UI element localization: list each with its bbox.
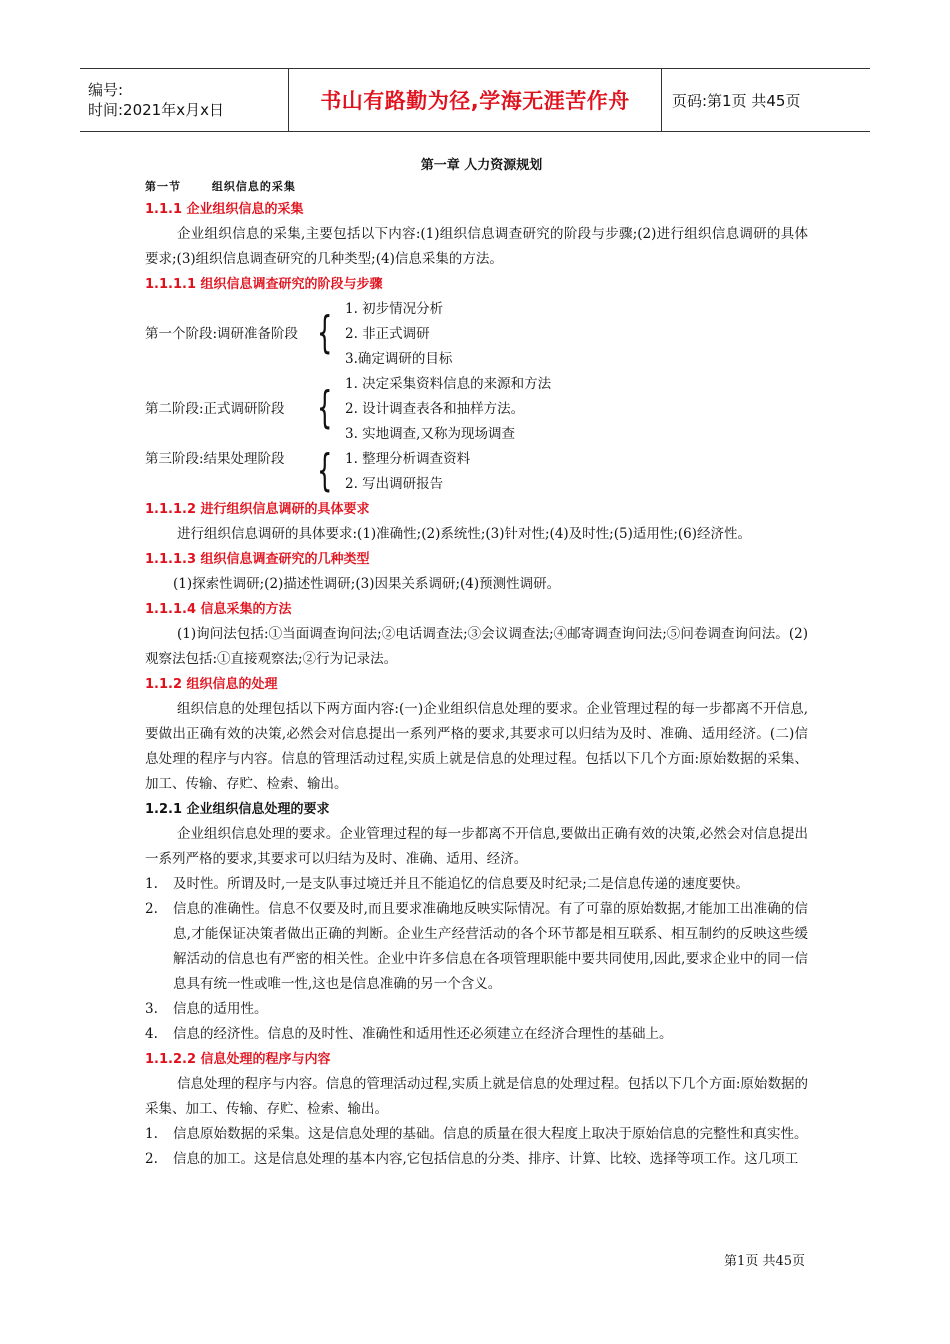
section-prefix: 第一节 xyxy=(145,180,181,193)
chapter-title: 第一章 人力资源规划 xyxy=(420,158,543,173)
stage-label: 第三阶段:结果处理阶段 xyxy=(145,451,285,467)
paragraph-1-1-1-4: (1)询问法包括:①当面调查询问法;②电话调查法;③会议调查法;④邮寄调查询问法;⑤问卷调查询问法。(2)观察法包括:①直接观察法;②行为记录法。 xyxy=(145,626,808,667)
stage-item: 3. 实地调查,又称为现场调查 xyxy=(345,426,515,442)
page-footer: 第1页 共45页 xyxy=(724,1254,805,1269)
section-name: 组织信息的采集 xyxy=(211,180,296,193)
header-left-cell xyxy=(80,69,288,131)
paragraph-1-1-1: 企业组织信息的采集,主要包括以下内容:(1)组织信息调查研究的阶段与步骤;(2)进行组织信息调研的具体要求;(3)组织信息调查研究的几种类型;(4)信息采集的方法。 xyxy=(145,226,808,267)
stage-block-1 xyxy=(145,297,808,372)
heading-1-1-1: 1.1.1 企业组织信息的采集 xyxy=(145,202,304,217)
list-number: 4. xyxy=(145,1026,158,1042)
list-item xyxy=(145,1122,808,1147)
procedure-list xyxy=(145,1122,808,1172)
stage-block-3 xyxy=(145,447,808,497)
list-text: 信息的准确性。信息不仅要及时,而且要求准确地反映实际情况。有了可靠的原始数据,才能加工出准确的信息,才能保证决策者做出正确的判断。企业生产经营活动的各个环节都是相互联系、相互制约的反映这些缓解活动的信息也有严密的相关性。企业中许多信息在各项管理职能中要共同使用,因此,要求企业中的同一信息具有统一性或唯一性,这也是信息准确的另一个含义。 xyxy=(173,901,808,992)
list-number: 2. xyxy=(145,901,158,917)
list-text: 信息的经济性。信息的及时性、准确性和适用性还必须建立在经济合理性的基础上。 xyxy=(173,1026,673,1042)
motto: 书山有路勤为径,学海无涯苦作舟 xyxy=(320,89,630,113)
list-item xyxy=(145,872,808,897)
stage-item: 1. 整理分析调查资料 xyxy=(345,451,471,467)
heading-1-1-1-4: 1.1.1.4 信息采集的方法 xyxy=(145,602,292,617)
brace-icon: { xyxy=(317,307,333,358)
paragraph-1-2-1: 企业组织信息处理的要求。企业管理过程的每一步都离不开信息,要做出正确有效的决策,必然会对信息提出一系列严格的要求,其要求可以归结为及时、准确、适用、经济。 xyxy=(145,826,808,867)
heading-1-1-1-1: 1.1.1.1 组织信息调查研究的阶段与步骤 xyxy=(145,277,383,292)
brace-icon: { xyxy=(317,445,333,496)
list-text: 及时性。所谓及时,一是支队事过境迁并且不能追忆的信息要及时纪录;二是信息传递的速度要快。 xyxy=(173,876,749,892)
list-item xyxy=(145,1022,808,1047)
list-number: 3. xyxy=(145,1001,158,1017)
number-label: 编号: xyxy=(88,81,124,99)
stage-label: 第一个阶段:调研准备阶段 xyxy=(145,326,299,342)
heading-1-2-1: 1.2.1 企业组织信息处理的要求 xyxy=(145,802,330,817)
heading-1-1-1-3: 1.1.1.3 组织信息调查研究的几种类型 xyxy=(145,552,370,567)
list-text: 信息的适用性。 xyxy=(173,1001,268,1017)
list-text: 信息原始数据的采集。这是信息处理的基础。信息的质量在很大程度上取决于原始信息的完整性和真实性。 xyxy=(173,1126,808,1142)
list-number: 1. xyxy=(145,1126,158,1142)
document-body xyxy=(145,155,808,1172)
list-text: 信息的加工。这是信息处理的基本内容,它包括信息的分类、排序、计算、比较、选择等项工作。这几项工 xyxy=(173,1151,799,1167)
page-header xyxy=(80,68,870,132)
requirements-list xyxy=(145,872,808,1047)
heading-1-1-2-2: 1.1.2.2 信息处理的程序与内容 xyxy=(145,1052,331,1067)
page-info: 页码:第1页 共45页 xyxy=(672,91,801,110)
list-item xyxy=(145,997,808,1022)
stage-item: 1. 初步情况分析 xyxy=(345,301,444,317)
header-motto-cell xyxy=(288,69,662,131)
list-number: 1. xyxy=(145,876,158,892)
brace-icon: { xyxy=(317,382,333,433)
list-item xyxy=(145,1147,808,1172)
time-label: 时间:2021年x月x日 xyxy=(88,101,224,119)
stage-label: 第二阶段:正式调研阶段 xyxy=(145,401,285,417)
paragraph-1-1-2: 组织信息的处理包括以下两方面内容:(一)企业组织信息处理的要求。企业管理过程的每一步都离不开信息,要做出正确有效的决策,必然会对信息提出一系列严格的要求,其要求可以归结为及时、准确、适用经济。(二)信息处理的程序与内容。信息的管理活动过程,实质上就是信息的处理过程。包括以下几个方面:原始数据的采集、加工、传输、存贮、检索、输出。 xyxy=(145,701,808,792)
list-item xyxy=(145,897,808,997)
stage-item: 3.确定调研的目标 xyxy=(345,351,453,367)
header-page-cell xyxy=(662,69,870,131)
stage-block-2 xyxy=(145,372,808,447)
section-title xyxy=(145,177,808,197)
heading-1-1-1-2: 1.1.1.2 进行组织信息调研的具体要求 xyxy=(145,502,370,517)
stage-item: 2. 非正式调研 xyxy=(345,326,430,342)
stage-items xyxy=(345,447,470,497)
stage-items xyxy=(345,372,551,447)
paragraph-1-1-1-2: 进行组织信息调研的具体要求:(1)准确性;(2)系统性;(3)针对性;(4)及时性;(5)适用性;(6)经济性。 xyxy=(177,526,752,542)
paragraph-1-1-2-2: 信息处理的程序与内容。信息的管理活动过程,实质上就是信息的处理过程。包括以下几个方面:原始数据的采集、加工、传输、存贮、检索、输出。 xyxy=(145,1076,808,1117)
heading-1-1-2: 1.1.2 组织信息的处理 xyxy=(145,677,278,692)
stage-item: 1. 决定采集资料信息的来源和方法 xyxy=(345,376,552,392)
stage-item: 2. 写出调研报告 xyxy=(345,476,444,492)
stage-item: 2. 设计调查表各和抽样方法。 xyxy=(345,401,525,417)
stage-items xyxy=(345,297,452,372)
list-number: 2. xyxy=(145,1151,158,1167)
paragraph-1-1-1-3: (1)探索性调研;(2)描述性调研;(3)因果关系调研;(4)预测性调研。 xyxy=(173,576,561,592)
